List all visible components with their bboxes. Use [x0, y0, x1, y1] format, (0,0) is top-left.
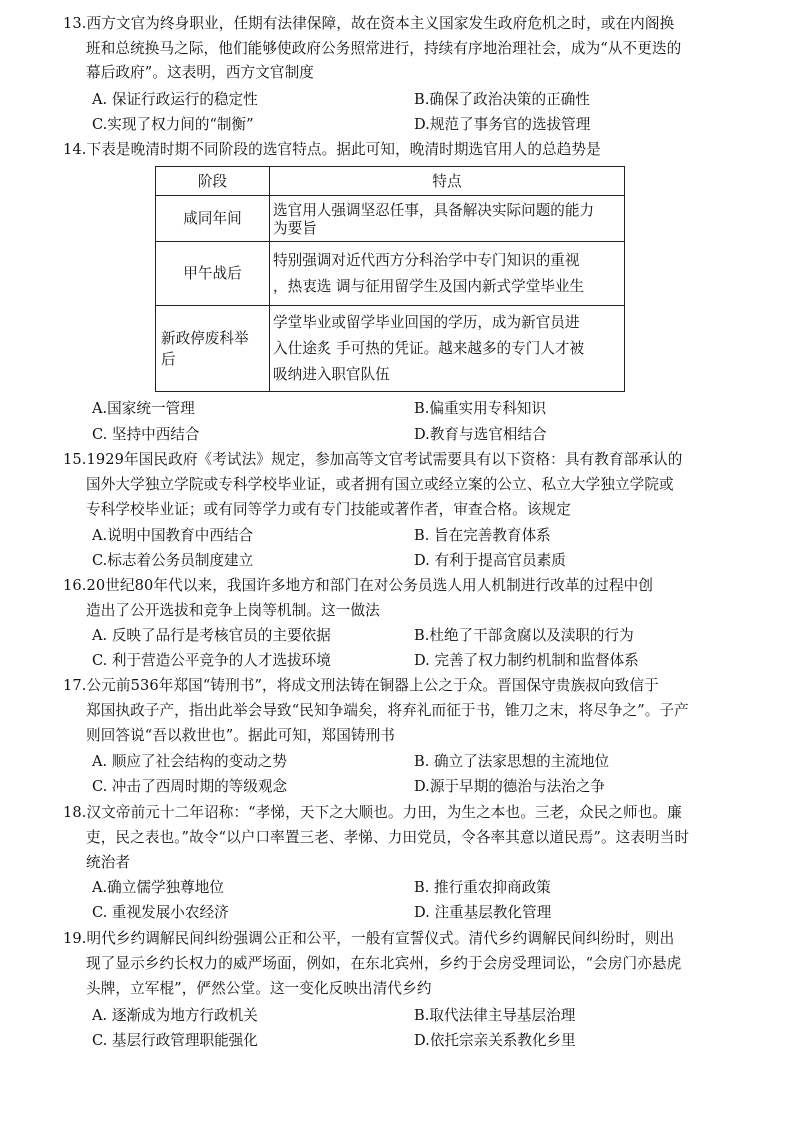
question-17-stem-line: 则回答说“吾以救世也”。据此可知，郑国铸刑书 [86, 727, 395, 744]
table-header-row [156, 167, 625, 196]
question-14-option-c[interactable]: C. 坚持中西结合 [92, 426, 200, 443]
question-15-option-d[interactable]: D. 有利于提高官员素质 [414, 552, 566, 569]
question-16-option-a[interactable]: A. 反映了品行是考核官员的主要依据 [92, 627, 331, 644]
question-16-option-c[interactable]: C. 利于营造公平竞争的人才选拔环境 [92, 652, 331, 669]
feature-line: ，热衷选 调与征用留学生及国内新式学堂毕业生 [273, 277, 585, 295]
question-16-stem-line: 16.20世纪80年代以来，我国许多地方和部门在对公务员选人用人机制进行改革的过程中创 [63, 577, 654, 594]
table-header: 特点 [270, 167, 625, 196]
question-14-option-d[interactable]: D.教育与选官相结合 [414, 426, 547, 443]
feature-line: 为要旨 [273, 220, 317, 237]
question-18-option-d[interactable]: D. 注重基层教化管理 [414, 904, 552, 921]
question-13-option-d[interactable]: D.规范了事务官的选拔管理 [414, 116, 591, 133]
question-18-stem-line: 18.汉文帝前元十二年诏称：“孝悌，天下之大顺也。力田，为生之本也。三老，众民之师也。廉 [63, 804, 682, 821]
question-19-option-b[interactable]: B.取代法律主导基层治理 [414, 1007, 576, 1024]
question-19-option-d[interactable]: D.依托宗亲关系教化乡里 [414, 1032, 576, 1049]
question-14-option-a[interactable]: A.国家统一管理 [92, 400, 195, 417]
table-row [156, 196, 625, 242]
table-cell-stage: 甲午战后 [156, 242, 270, 306]
question-17-option-c[interactable]: C. 冲击了西周时期的等级观念 [92, 778, 288, 795]
question-19-option-a[interactable]: A. 逐渐成为地方行政机关 [92, 1007, 258, 1024]
question-17-option-a[interactable]: A. 顺应了社会结构的变动之势 [92, 753, 287, 770]
table-row [156, 242, 625, 306]
question-13-stem-line: 班和总统换马之际，他们能够使政府公务照常进行，持续有序地治理社会，成为“从不更迭的 [86, 40, 682, 57]
question-17-option-b[interactable]: B. 确立了法家思想的主流地位 [414, 753, 610, 770]
question-13-stem-line: 13.西方文官为终身职业，任期有法律保障，故在资本主义国家发生政府危机之时，或在内阁换 [63, 15, 675, 32]
question-18-option-c[interactable]: C. 重视发展小农经济 [92, 904, 229, 921]
question-18-option-b[interactable]: B. 推行重农抑商政策 [414, 879, 551, 896]
question-16-stem-line: 造出了公开选拔和竞争上岗等机制。这一做法 [86, 602, 380, 619]
stage-line: 后 [161, 350, 176, 368]
table-header: 阶段 [156, 167, 270, 196]
question-15-stem-line: 15.1929年国民政府《考试法》规定，参加高等文官考试需要具有以下资格：具有教育部承认的 [63, 451, 683, 468]
question-19-option-c[interactable]: C. 基层行政管理职能强化 [92, 1032, 258, 1049]
question-19-stem-line: 头牌，立军棍”，俨然公堂。这一变化反映出清代乡约 [86, 980, 432, 997]
table-cell-feature [270, 196, 625, 242]
table-cell-stage [156, 306, 270, 392]
question-13-option-c[interactable]: C.实现了权力间的“制衡” [92, 116, 254, 133]
feature-line: 入仕途炙 手可热的凭证。越来越多的专门人才被 [273, 339, 585, 357]
question-16-option-d[interactable]: D. 完善了权力制约机制和监督体系 [414, 652, 639, 669]
feature-line: 吸纳进入职官队伍 [273, 365, 390, 383]
feature-line: 学堂毕业或留学毕业回国的学历，成为新官员进 [273, 313, 580, 331]
question-15-stem-line: 专科学校毕业证；或有同等学力或有专门技能或著作者，审查合格。该规定 [86, 501, 571, 518]
question-13-option-b[interactable]: B.确保了政治决策的正确性 [414, 91, 590, 108]
question-15-option-a[interactable]: A.说明中国教育中西结合 [92, 527, 254, 544]
question-14-stem-line: 14.下表是晚清时期不同阶段的选官特点。据此可知，晚清时期选官用人的总趋势是 [63, 141, 601, 158]
question-15-option-b[interactable]: B. 旨在完善教育体系 [414, 527, 551, 544]
table-cell-feature [270, 306, 625, 392]
question-13-stem-line: 幕后政府”。这表明，西方文官制度 [86, 64, 314, 81]
question-18-stem-line: 吏，民之表也。”故令“以户口率置三老、孝悌、力田党员，令各率其意以道民焉”。这表明当时 [86, 829, 690, 846]
table-row [156, 306, 625, 392]
question-15-option-c[interactable]: C.标志着公务员制度建立 [92, 552, 254, 569]
question-15-stem-line: 国外大学独立学院或专科学校毕业证，或者拥有国立或经立案的公立、私立大学独立学院或 [86, 476, 674, 493]
table-cell-feature [270, 242, 625, 306]
question-18-option-a[interactable]: A.确立儒学独尊地位 [92, 879, 224, 896]
feature-line: 选官用人强调坚忍任事，具备解决实际问题的能力 [273, 202, 595, 219]
question-19-stem-line: 19.明代乡约调解民间纠纷强调公正和公平，一般有宣誓仪式。清代乡约调解民间纠纷时，则出 [63, 930, 675, 947]
table-cell-stage: 咸同年间 [156, 196, 270, 242]
question-17-stem-line: 郑国执政子产，指出此举会导致“民知争端矣，将弃礼而征于书，锥刀之末，将尽争之”。子产 [86, 702, 689, 719]
question-17-option-d[interactable]: D.源于早期的德治与法治之争 [414, 778, 605, 795]
stage-line: 新政停废科举 [161, 329, 249, 347]
question-14-option-b[interactable]: B.偏重实用专科知识 [414, 400, 547, 417]
feature-line: 特别强调对近代西方分科治学中专门知识的重视 [273, 251, 580, 269]
question-19-stem-line: 现了显示乡约长权力的威严场面，例如，在东北宾州，乡约于会房受理词讼，“会房门亦悬虎 [86, 955, 682, 972]
stage-feature-table [155, 166, 625, 392]
question-17-stem-line: 17.公元前536年郑国“铸刑书”，将成文刑法铸在铜器上公之于众。晋国保守贵族叔向致信于 [63, 677, 659, 694]
question-18-stem-line: 统治者 [86, 854, 131, 871]
question-13-option-a[interactable]: A. 保证行政运行的稳定性 [92, 91, 258, 108]
question-16-option-b[interactable]: B.杜绝了干部贪腐以及渎职的行为 [414, 627, 634, 644]
